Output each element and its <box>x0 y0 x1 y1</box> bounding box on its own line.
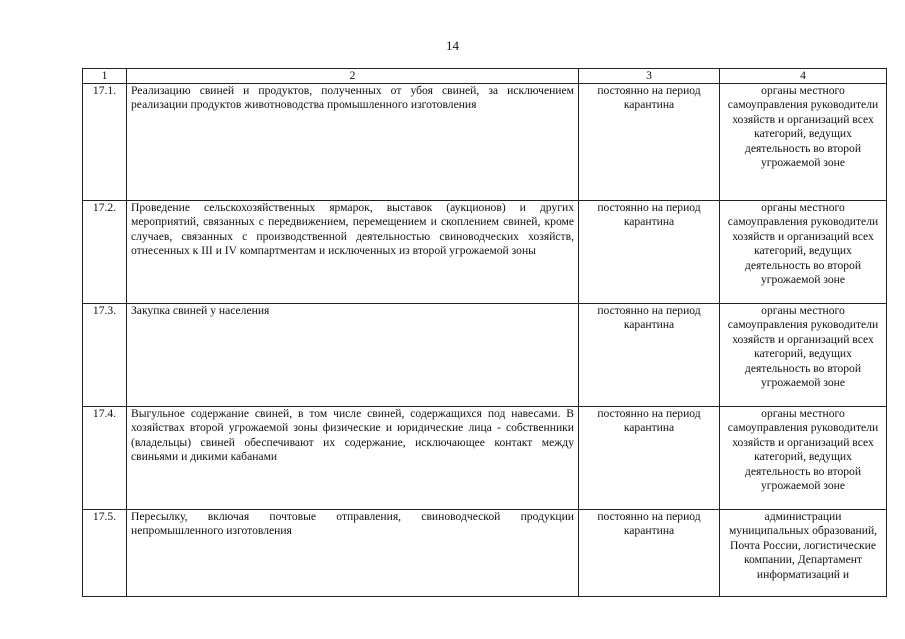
table-row <box>83 201 887 304</box>
period-text: постоянно на период карантина <box>579 510 720 597</box>
page-number: 14 <box>446 38 459 53</box>
column-header: 4 <box>720 69 887 84</box>
row-number: 17.5. <box>83 510 127 597</box>
table-row <box>83 304 887 407</box>
table-row <box>83 407 887 510</box>
table-row <box>83 84 887 201</box>
measure-text: Закупка свиней у населения <box>127 304 579 407</box>
table-header-row <box>83 69 887 84</box>
measure-text: Выгульное содержание свиней, в том числе свиней, содержащихся под навесами. В хозяйствах второй угрожаемой зоны физические и юридические лица - собственники (владельцы) свиней обеспечивают их содержание, исключающее контакт между свиньями и дикими кабанами <box>127 407 579 510</box>
column-header: 1 <box>83 69 127 84</box>
row-number: 17.2. <box>83 201 127 304</box>
row-number: 17.1. <box>83 84 127 201</box>
column-header: 3 <box>579 69 720 84</box>
responsible-text: администрации муниципальных образований, Почта России, логистические компании, Департамент информатизаций и <box>720 510 887 597</box>
row-number: 17.4. <box>83 407 127 510</box>
responsible-text: органы местного самоуправления руководители хозяйств и организаций всех категорий, ведущих деятельность во второй угрожаемой зоне <box>720 201 887 304</box>
responsible-text: органы местного самоуправления руководители хозяйств и организаций всех категорий, ведущих деятельность во второй угрожаемой зоне <box>720 84 887 201</box>
measure-text: Реализацию свиней и продуктов, полученных от убоя свиней, за исключением реализации продуктов животноводства промышленного изготовления <box>127 84 579 201</box>
column-header: 2 <box>127 69 579 84</box>
responsible-text: органы местного самоуправления руководители хозяйств и организаций всех категорий, ведущих деятельность во второй угрожаемой зоне <box>720 407 887 510</box>
period-text: постоянно на период карантина <box>579 84 720 201</box>
period-text: постоянно на период карантина <box>579 407 720 510</box>
measure-text: Проведение сельскохозяйственных ярмарок, выставок (аукционов) и других мероприятий, связанных с передвижением, перемещением и скоплением свиней, кроме случаев, связанных с производственной деятельностью свиноводческих хозяйств, отнесенных к III и IV компартментам и исключенных из второй угрожаемой зоны <box>127 201 579 304</box>
measures-table <box>82 68 887 597</box>
row-number: 17.3. <box>83 304 127 407</box>
period-text: постоянно на период карантина <box>579 201 720 304</box>
responsible-text: органы местного самоуправления руководители хозяйств и организаций всех категорий, ведущих деятельность во второй угрожаемой зоне <box>720 304 887 407</box>
table-row <box>83 510 887 597</box>
period-text: постоянно на период карантина <box>579 304 720 407</box>
measure-text: Пересылку, включая почтовые отправления, свиноводческой продукции непромышленного изготовления <box>127 510 579 597</box>
